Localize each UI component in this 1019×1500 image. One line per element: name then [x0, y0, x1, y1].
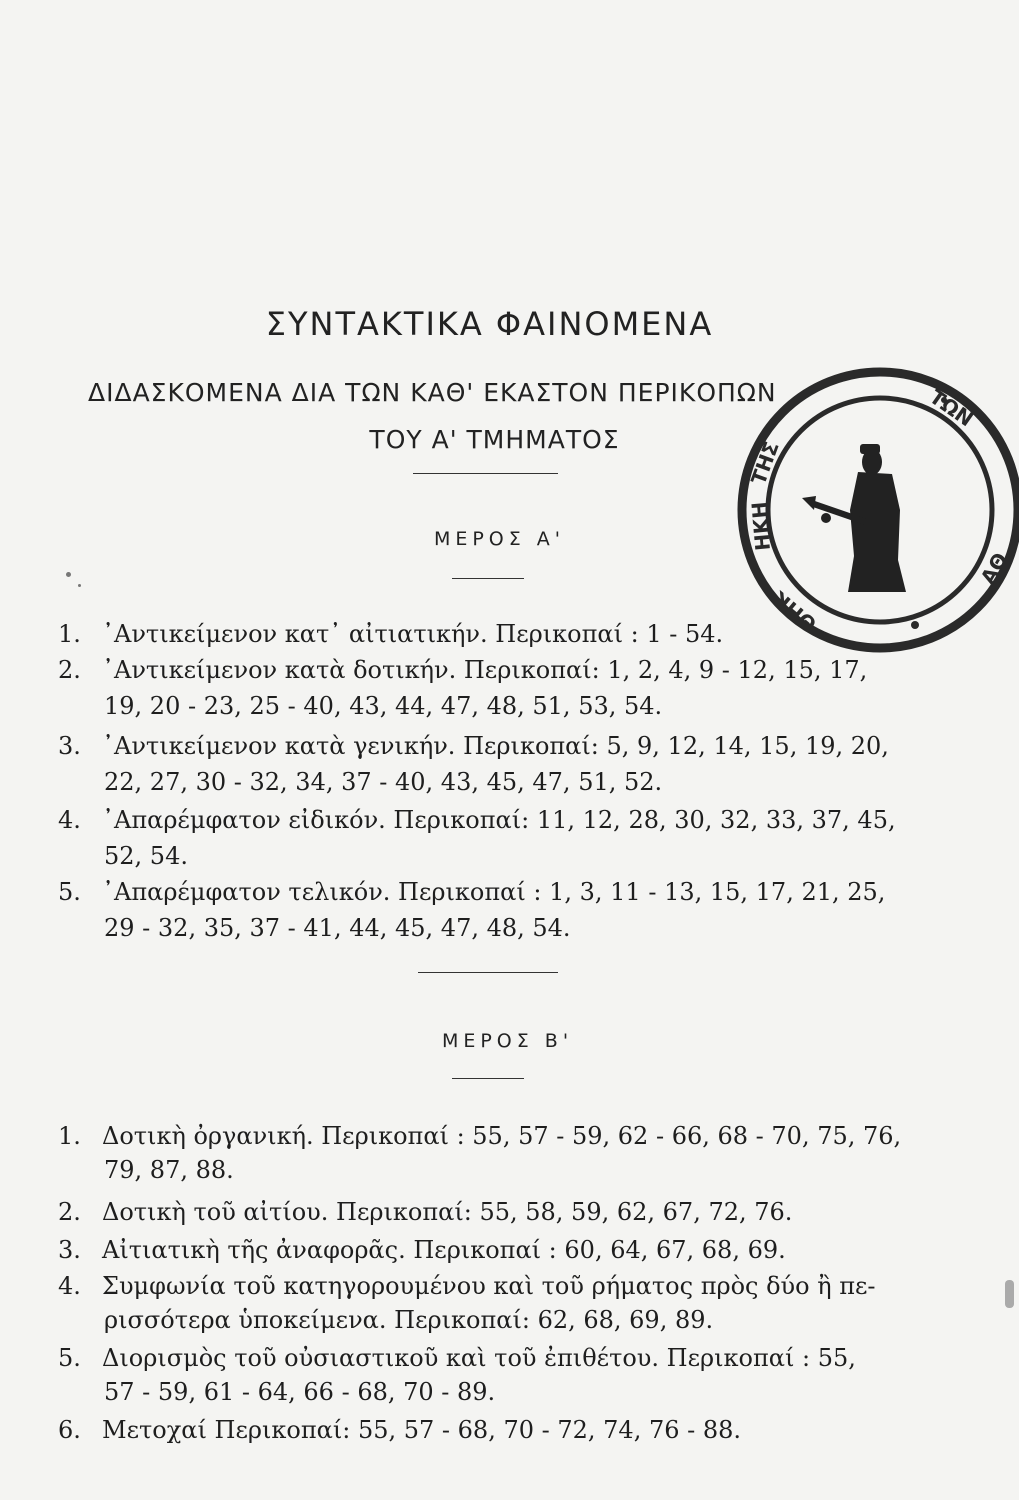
page-title: ΣΥΝΤΑΚΤΙΚΑ ΦΑΙΝΟΜΕΝΑ [265, 305, 714, 343]
subtitle-line-2: ΤΟΥ Α' ΤΜΗΜΑΤΟΣ [369, 425, 620, 454]
item-number: 2. [58, 656, 81, 684]
item-number: 4. [58, 1272, 81, 1300]
item-text: ᾿Αντικείμενον κατὰ δοτικήν. Περικοπαί: 1, 2, 4, 9 - 12, 15, 17, [102, 656, 868, 684]
scan-speck [66, 572, 71, 577]
scan-speck [78, 584, 81, 587]
svg-text:ΤΩΝ: ΤΩΝ [925, 384, 978, 432]
divider [418, 972, 558, 973]
item-text: ᾿Αντικείμενον κατὰ γενικήν. Περικοπαί: 5, 9, 12, 14, 15, 19, 20, [102, 732, 889, 760]
list-item [58, 1118, 901, 1154]
library-stamp [730, 360, 1019, 660]
svg-text:ΤΗΣ: ΤΗΣ [746, 438, 784, 488]
item-number: 3. [58, 1236, 81, 1264]
item-number: 3. [58, 732, 81, 760]
item-number: 6. [58, 1416, 81, 1444]
item-number: 5. [58, 1344, 81, 1372]
scan-speck [1005, 1280, 1014, 1308]
list-item [58, 874, 885, 910]
item-text: Μετοχαί Περικοπαί: 55, 57 - 68, 70 - 72, 74, 76 - 88. [102, 1416, 742, 1444]
list-item [58, 802, 896, 838]
divider [413, 473, 558, 474]
item-text-continued: ρισσότερα ὑποκείμενα. Περικοπαί: 62, 68, 69, 89. [104, 1306, 714, 1334]
part-b-title: ΜΕΡΟΣ Β' [441, 1030, 574, 1052]
item-text-continued: 19, 20 - 23, 25 - 40, 43, 44, 47, 48, 51, 53, 54. [104, 692, 663, 720]
item-number: 4. [58, 806, 81, 834]
svg-text:ΘΗΚ: ΘΗΚ [768, 586, 822, 637]
list-item [58, 1194, 792, 1230]
item-number: 1. [58, 1122, 81, 1150]
item-text-continued: 79, 87, 88. [104, 1156, 234, 1184]
item-text: Δοτικὴ ὀργανική. Περικοπαί : 55, 57 - 59, 62 - 66, 68 - 70, 75, 76, [102, 1122, 902, 1150]
item-text-continued: 57 - 59, 61 - 64, 66 - 68, 70 - 89. [104, 1378, 496, 1406]
item-text: ᾿Απαρέμφατον τελικόν. Περικοπαί : 1, 3, 11 - 13, 15, 17, 21, 25, [102, 878, 886, 906]
list-item [58, 1412, 741, 1448]
item-text-continued: 22, 27, 30 - 32, 34, 37 - 40, 43, 45, 47, 51, 52. [104, 768, 663, 796]
item-number: 2. [58, 1198, 81, 1226]
item-text: Δοτικὴ τοῦ αἰτίου. Περικοπαί: 55, 58, 59, 62, 67, 72, 76. [102, 1198, 793, 1226]
item-text: Αἰτιατικὴ τῆς ἀναφορᾶς. Περικοπαί : 60, 64, 67, 68, 69. [102, 1236, 786, 1264]
part-a-title: ΜΕΡΟΣ Α' [433, 528, 566, 550]
list-item [58, 1340, 856, 1376]
svg-text:ΗΚΗ: ΗΚΗ [746, 500, 775, 552]
item-text: ᾿Αντικείμενον κατ᾿ αἰτιατικήν. Περικοπαί : 1 - 54. [102, 620, 724, 648]
list-item [58, 1268, 876, 1304]
item-number: 5. [58, 878, 81, 906]
item-text: Διορισμὸς τοῦ οὐσιαστικοῦ καὶ τοῦ ἐπιθέτου. Περικοπαί : 55, [102, 1344, 856, 1372]
list-item [58, 728, 889, 764]
divider [452, 1078, 524, 1079]
svg-text:ΑΘ: ΑΘ [975, 548, 1013, 589]
item-text: Συμφωνία τοῦ κατηγορουμένου καὶ τοῦ ρήματος πρὸς δύο ἢ πε- [102, 1272, 876, 1300]
stamp-figure [802, 444, 906, 592]
divider [452, 578, 524, 579]
subtitle-line-1: ΔΙΔΑΣΚΟΜΕΝΑ ΔΙΑ ΤΩΝ ΚΑΘ' ΕΚΑΣΤΟΝ ΠΕΡΙΚΟΠΩΝ [88, 378, 777, 407]
item-text-continued: 29 - 32, 35, 37 - 41, 44, 45, 47, 48, 54. [104, 914, 571, 942]
list-item [58, 1232, 786, 1268]
item-text: ᾿Απαρέμφατον εἰδικόν. Περικοπαί: 11, 12, 28, 30, 32, 33, 37, 45, [102, 806, 896, 834]
list-item [58, 616, 723, 652]
item-text-continued: 52, 54. [104, 842, 188, 870]
item-number: 1. [58, 620, 81, 648]
